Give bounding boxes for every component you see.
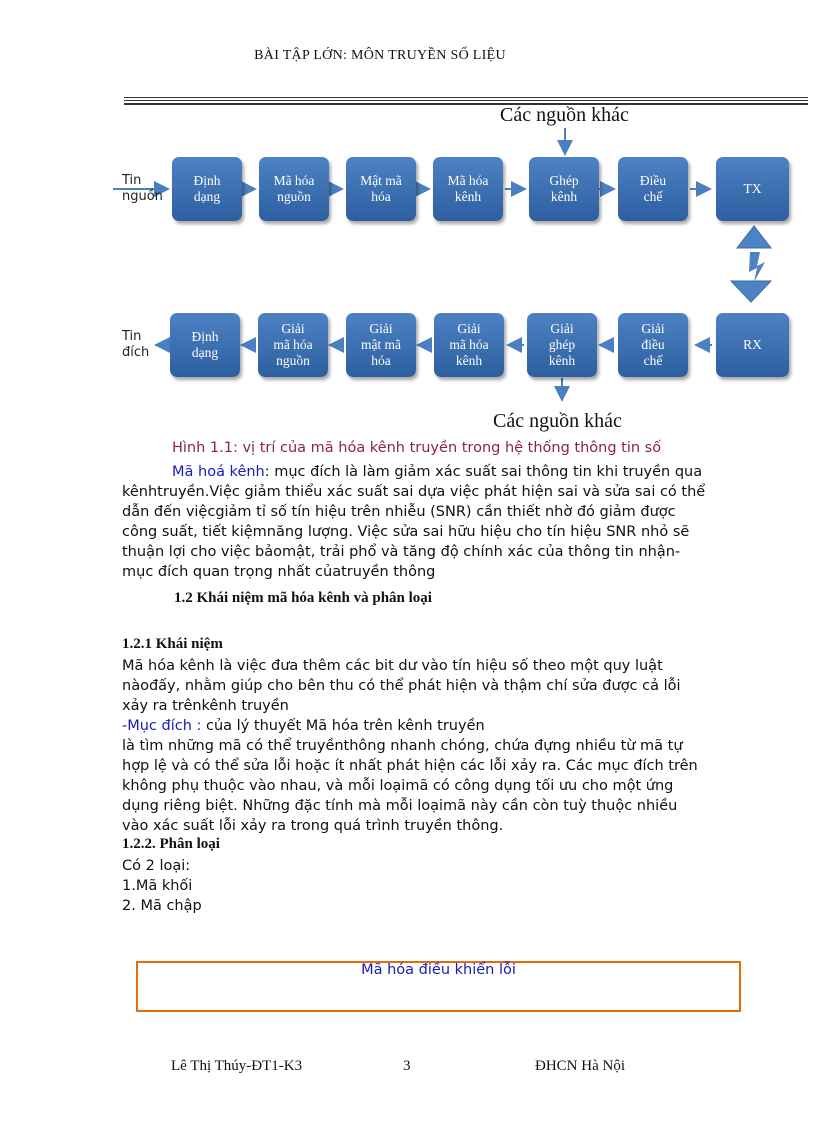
- block-encryption: Mật mã hóa: [346, 157, 416, 221]
- error-control-box-label: Mã hóa điều khiển lỗi: [361, 962, 516, 978]
- block-formatting: Định dạng: [172, 157, 242, 221]
- block-channel-decoding: Giải mã hóa kênh: [434, 313, 504, 377]
- info-sink-label: Tin đích: [122, 329, 150, 360]
- classification-list: [122, 856, 702, 916]
- concept-para1: Mã hóa kênh là việc đưa thêm các bit dư vào tín hiệu số theo một quy luật nàođấy, nhằm giúp cho bên thu có thể phát hiện và thậm chí sửa được cả lỗi xảy ra trênkênh truyền: [122, 658, 681, 714]
- footer-school: ĐHCN Hà Nội: [535, 1058, 625, 1074]
- block-modulation: Điều chế: [618, 157, 688, 221]
- footer-author: Lê Thị Thúy-ĐT1-K3: [171, 1058, 303, 1074]
- block-demodulation: Giải điều chế: [618, 313, 688, 377]
- classification-item-block: 1.Mã khối: [122, 878, 193, 894]
- purpose-text: của lý thuyết Mã hóa trên kênh truyền: [201, 718, 485, 734]
- section-1-2-2-heading: 1.2.2. Phân loại: [122, 836, 220, 852]
- block-rx: RX: [716, 313, 789, 377]
- block-deformatting: Định dạng: [170, 313, 240, 377]
- block-demultiplexing: Giải ghép kênh: [527, 313, 597, 377]
- section-1-2-1-heading: 1.2.1 Khái niệm: [122, 636, 223, 652]
- block-multiplexing: Ghép kênh: [529, 157, 599, 221]
- footer-page-number: 3: [403, 1058, 411, 1074]
- intro-term: Mã hoá kênh: [172, 464, 265, 480]
- info-source-label: Tin nguồn: [122, 173, 163, 204]
- concept-paragraph: [122, 656, 702, 836]
- block-tx: TX: [716, 157, 789, 221]
- concept-para2: là tìm những mã có thể truyềnthông nhanh chóng, chứa đựng nhiều từ mã tự hợp lệ và có thể sửa lỗi hoặc ít nhất phát hiện các lỗi xảy ra. Các mục đích trên không phụ thuộc vào nhau, và mỗi loạimã có công dụng tối ưu cho một ứng dụng riêng biệt. Những đặc tính mà mỗi loạimã này cần còn tuỳ thuộc nhiều vào xác suất lỗi xảy ra trong quá trình truyền thông.: [122, 738, 698, 834]
- block-decryption: Giải mật mã hóa: [346, 313, 416, 377]
- block-channel-encoding: Mã hóa kênh: [433, 157, 503, 221]
- section-1-2-heading: 1.2 Khái niệm mã hóa kênh và phân loại: [174, 590, 432, 606]
- classification-item-convolutional: 2. Mã chập: [122, 898, 202, 914]
- intro-paragraph: [122, 462, 706, 582]
- figure-caption: Hình 1.1: vị trí của mã hóa kênh truyền trong hệ thống thông tin số: [172, 440, 662, 456]
- intro-rest: kênhtruyền.Việc giảm thiểu xác suất sai dựa việc phát hiện sai và sửa sai có thể dẫn đến việcgiảm tỉ số tín hiệu trên nhiễu (SNR) cần thiết nhờ đó giảm được công suất, tiết kiệmnăng lượng. Việc sửa sai hữu hiệu cho tín hiệu SNR nhỏ sẽ thuận lợi cho việc bảomật, trải phổ và tăng độ chính xác của thông tin nhận- mục đích quan trọng nhất củatruyền thông: [122, 484, 706, 580]
- channel-antenna-icon: [731, 226, 771, 302]
- classification-intro: Có 2 loại:: [122, 858, 191, 874]
- block-source-encoding: Mã hóa nguồn: [259, 157, 329, 221]
- intro-line1: : mục đích là làm giảm xác suất sai thông tin khi truyền qua: [264, 464, 703, 480]
- purpose-term: -Mục đích :: [122, 718, 202, 734]
- other-sources-label-top: Các nguồn khác: [500, 104, 629, 126]
- other-sources-label-bottom: Các nguồn khác: [493, 410, 622, 432]
- page-header-title: BÀI TẬP LỚN: MÔN TRUYỀN SỐ LIỆU: [254, 48, 506, 63]
- block-source-decoding: Giải mã hóa nguồn: [258, 313, 328, 377]
